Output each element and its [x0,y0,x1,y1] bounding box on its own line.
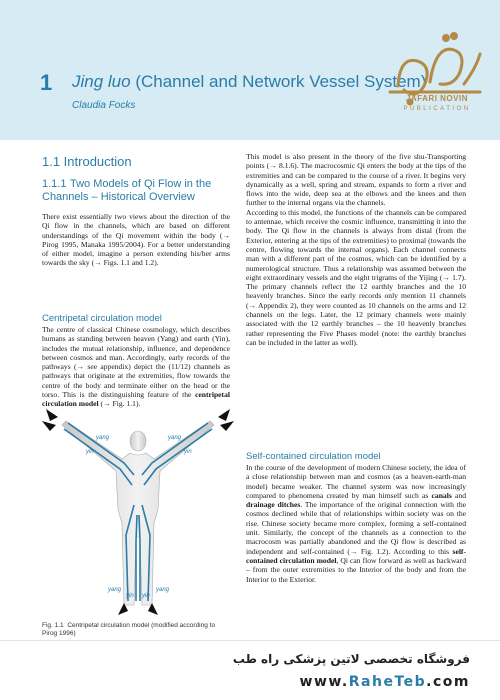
label-yin-foot-left: yin [126,593,134,599]
sc-text-and: and [451,490,466,500]
sc-text-1: In the course of the development of modern Chinese society, the idea of a close relationship between man and cosmos (as a heaven-earth-man model) became weaker. The channel system was now increasingly compared to phenomena created by man himself such as [246,463,466,500]
subsection-number: 1.1.1 [42,178,67,190]
label-yin-right: yin [184,449,192,455]
centripetal-text-1: The centre of classical Chinese cosmology, which describes humans as standing between heaven (Yang) and earth (Yin), includes the mutual relationship, influence, and dependence between cosmos and man. Accordingly, early records of the pathways (→ see appendix) depict the (11/12) channels as pathways that originate at the extremities, flow towards the centre of the body and terminate either on the head or the torso. This is the distinguishing feature of the [42,325,230,400]
right-paragraph-1: This model is also present in the theory of the five shu-Transporting points (→ 8.1.6). The macrocosmic Qi enters the body at the tips of the extremities and can be compared to the course of a river. It begins very dynamically as a well, spring and stream, expands to form a river and flows into the wide, deep sea at the elbows and the knees and then further to the internal organs via the channels. [246,152,466,208]
footer-url-highlight: RaheTeb [348,674,427,690]
footer-url-suffix: .com [426,674,470,690]
footer-url-prefix: www. [299,674,349,690]
sc-bold-canals: canals [431,490,452,500]
figure-caption [42,622,232,638]
self-contained-paragraph [246,463,466,584]
intro-paragraph: There exist essentially two views about the direction of the Qi flow in the channels, which are based on different understandings of the Qi movement within the body (→ Pirog 1995, Manaka 1995/2004). For a better understanding of either model, imagine a person extending his/her arms towards the sky (→ Figs. 1.1 and 1.2). [42,212,230,268]
label-yang-right: yang [168,435,182,441]
publisher-name: JAFARI NOVIN [405,94,468,103]
publisher-subtitle: PUBLICATION [403,106,471,112]
author-name: Claudia Focks [72,100,136,111]
sc-bold-model: self-contained circulation model [246,546,466,565]
label-yang-left: yang [96,435,110,441]
right-column-text [246,152,466,347]
label-yang-foot-right: yang [156,587,170,593]
centripetal-paragraph [42,325,230,409]
subsection-heading [42,178,242,204]
heading-self-contained-model: Self-contained circulation model [246,451,381,462]
sc-text-3: , Qi can flow forward as well as backward – from the outer extremities to the Interior of the body and from the Interior to the Exterior. [246,555,466,584]
chapter-title-italic: Jing luo [72,72,131,91]
label-yang-foot-left: yang [108,587,122,593]
section-heading-introduction: 1.1 Introduction [42,154,132,169]
subsection-title: Two Models of Qi Flow in the Channels – Historical Overview [42,178,212,203]
sc-bold-drainage: drainage ditches [246,500,301,510]
chapter-number: 1 [40,70,53,95]
chapter-title-rest: (Channel and Network Vessel System) [130,72,427,91]
footer-url-link[interactable] [230,674,470,690]
centripetal-circulation-figure [38,405,238,617]
footer-persian-text: فروشگاه تخصصی لاتین پزشکی راه طب [232,652,470,666]
right-paragraph-2: According to this model, the functions of the channels can be compared to antennae, which receive the cosmic influence, transmitting it into the body. The Qi flow in the channels is always from distal (from the Exterior, entering at the tips of the extremities) to proximal (towards the centre, flowing towards the internal organs). Each channel connects man with a different part of the cosmos, which can be identified by a numerological structure. Thus a relationship was assumed between the eight extraordinary vessels and the eight trigrams of the Yijing (→ 1.7). The primary channels reflect the 12 earthly branches and the 10 heavenly branches. Since the early records only mention 11 channels (→ Appendix 2), they were counted as 10 channels on the arms and 12 channels on the legs. Later, the 12 primary channels were mainly associated with the 12 earthly branches – the 10 heavenly branches rather representing the Five Phases model (note: the earthly branches can be included in the latter as well). [246,207,466,347]
label-yin-left: yin [86,449,94,455]
sc-text-2: . The importance of the original connection with the cosmos declined while that of relationships within society was on the rise. Chinese society became more complex, forming a self-contained unit. Similarly, the concept of the channels as a connection to the macrocosm was partially abandoned and the Qi flow is described as independent and self-contained (→ Fig. 1.2). According to this [246,500,466,556]
figure-caption-prefix: Fig. 1.1 [42,622,64,629]
heading-centripetal-model: Centripetal circulation model [42,313,162,324]
chapter-title [72,72,426,92]
footer-divider [0,640,500,641]
centripetal-text-2: (→ Fig. 1.1). [98,399,141,409]
label-yin-foot-right: yin [142,593,150,599]
figure-caption-text: Centripetal circulation model (modified according to Pirog 1996) [42,622,216,637]
centripetal-bold-term: centripetal circulation model [42,390,230,409]
